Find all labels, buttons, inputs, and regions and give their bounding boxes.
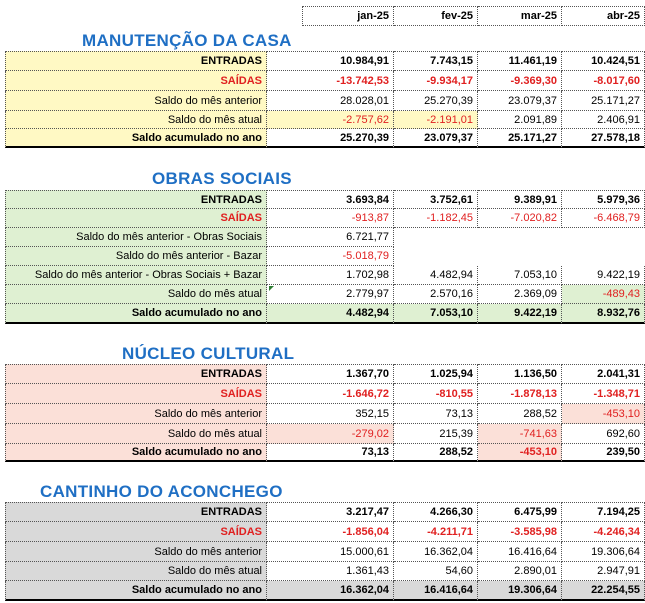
value-cell[interactable]: 3.752,61 (394, 190, 478, 209)
value-cell[interactable]: -810,55 (394, 384, 478, 404)
value-cell[interactable]: 6.721,77 (267, 228, 394, 247)
value-cell[interactable]: 2.041,31 (562, 364, 645, 384)
value-cell[interactable]: 4.482,94 (267, 304, 394, 324)
value-cell[interactable]: 16.416,64 (394, 581, 478, 601)
value-cell[interactable]: 2.369,09 (478, 285, 562, 304)
row-label[interactable]: Saldo do mês anterior (5, 542, 267, 562)
value-cell[interactable]: 4.482,94 (394, 266, 478, 285)
entradas-row (0, 51, 645, 71)
value-cell[interactable]: 1.702,98 (267, 266, 394, 285)
value-cell[interactable]: 4.266,30 (394, 502, 478, 522)
row-label[interactable]: Saldo do mês anterior (5, 91, 267, 111)
value-cell[interactable]: 7.053,10 (394, 304, 478, 324)
saldo-anterior-row (0, 91, 645, 111)
value-cell[interactable]: 25.171,27 (562, 91, 645, 111)
value-cell[interactable]: 27.578,18 (562, 129, 645, 148)
row-label[interactable]: Saldo do mês anterior - Obras Sociais (5, 228, 267, 247)
value-cell[interactable]: -13.742,53 (267, 71, 394, 91)
value-cell[interactable]: 9.422,19 (562, 266, 645, 285)
value-cell[interactable]: 73,13 (394, 404, 478, 424)
value-cell[interactable]: 54,60 (394, 562, 478, 581)
section-title-manutencao: MANUTENÇÃO DA CASA (82, 31, 292, 50)
row-label[interactable]: SAÍDAS (5, 209, 267, 228)
month-header-cell[interactable]: abr-25 (562, 6, 645, 26)
value-cell[interactable]: 7.743,15 (394, 51, 478, 71)
row-label[interactable]: ENTRADAS (5, 364, 267, 384)
entradas-row (0, 364, 645, 384)
value-cell[interactable]: -1.646,72 (267, 384, 394, 404)
value-cell[interactable]: -1.878,13 (478, 384, 562, 404)
row-label[interactable]: Saldo do mês atual (5, 562, 267, 581)
saldo-anterior-row (0, 542, 645, 562)
value-cell[interactable]: 7.053,10 (478, 266, 562, 285)
row-label[interactable]: Saldo acumulado no ano (5, 444, 267, 462)
value-cell[interactable]: 215,39 (394, 424, 478, 444)
value-cell[interactable]: -4.246,34 (562, 522, 645, 542)
value-cell[interactable]: -453,10 (562, 404, 645, 424)
saldo-atual-row (0, 111, 645, 129)
value-cell[interactable]: 73,13 (267, 444, 394, 462)
saidas-row (0, 71, 645, 91)
value-cell[interactable]: 288,52 (394, 444, 478, 462)
value-text: 2.779,97 (346, 288, 389, 300)
saldo-atual-row (0, 285, 645, 304)
value-cell[interactable]: -9.934,17 (394, 71, 478, 91)
value-cell[interactable]: 22.254,55 (562, 581, 645, 601)
value-cell[interactable]: 19.306,64 (478, 581, 562, 601)
row-label[interactable]: Saldo do mês anterior (5, 404, 267, 424)
saidas-row (0, 384, 645, 404)
value-cell[interactable]: 9.389,91 (478, 190, 562, 209)
value-cell[interactable]: -2.757,62 (267, 111, 394, 129)
value-cell[interactable]: -1.348,71 (562, 384, 645, 404)
value-cell[interactable]: 25.171,27 (478, 129, 562, 148)
value-cell[interactable]: -8.017,60 (562, 71, 645, 91)
value-cell[interactable]: 8.932,76 (562, 304, 645, 324)
value-cell[interactable]: 6.475,99 (478, 502, 562, 522)
value-cell[interactable]: 1.361,43 (267, 562, 394, 581)
value-cell[interactable]: 16.362,04 (267, 581, 394, 601)
row-label[interactable]: Saldo do mês atual (5, 111, 267, 129)
value-cell[interactable]: 19.306,64 (562, 542, 645, 562)
row-label[interactable]: Saldo do mês anterior - Bazar (5, 247, 267, 266)
value-cell[interactable]: 288,52 (478, 404, 562, 424)
row-label[interactable]: Saldo acumulado no ano (5, 304, 267, 324)
month-header-cell[interactable]: mar-25 (478, 6, 562, 26)
value-cell[interactable]: 25.270,39 (394, 91, 478, 111)
value-cell[interactable]: 692,60 (562, 424, 645, 444)
value-cell[interactable]: -741,63 (478, 424, 562, 444)
value-cell[interactable]: 23.079,37 (478, 91, 562, 111)
acumulado-row (0, 129, 645, 148)
value-cell[interactable]: 352,15 (267, 404, 394, 424)
row-label[interactable]: Saldo acumulado no ano (5, 129, 267, 148)
value-cell[interactable]: 2.947,91 (562, 562, 645, 581)
row-label[interactable]: Saldo do mês atual (5, 285, 267, 304)
saldo-anterior-bazar-row (0, 247, 645, 266)
value-cell[interactable]: 2.890,01 (478, 562, 562, 581)
value-cell[interactable]: 16.362,04 (394, 542, 478, 562)
value-cell[interactable]: 3.217,47 (267, 502, 394, 522)
value-cell[interactable]: -6.468,79 (562, 209, 645, 228)
row-label[interactable]: Saldo do mês atual (5, 424, 267, 444)
saldo-anterior-row (0, 404, 645, 424)
value-cell[interactable]: -913,87 (267, 209, 394, 228)
entradas-row (0, 502, 645, 522)
row-label[interactable]: ENTRADAS (5, 502, 267, 522)
row-label[interactable]: Saldo acumulado no ano (5, 581, 267, 601)
saidas-row (0, 522, 645, 542)
month-header-cell[interactable]: fev-25 (394, 6, 478, 26)
saldo-anterior-obras-row (0, 228, 645, 247)
value-cell[interactable]: -5.018,79 (267, 247, 394, 266)
section-title-cantinho: CANTINHO DO ACONCHEGO (40, 482, 283, 501)
acumulado-row (0, 304, 645, 324)
month-header-cell[interactable]: jan-25 (302, 6, 394, 26)
month-header-row (0, 6, 645, 26)
value-cell[interactable]: 23.079,37 (394, 129, 478, 148)
row-label[interactable]: ENTRADAS (5, 51, 267, 71)
error-indicator-icon (269, 286, 274, 291)
value-cell[interactable]: 9.422,19 (478, 304, 562, 324)
saldo-atual-row (0, 424, 645, 444)
value-cell[interactable]: 2.091,89 (478, 111, 562, 129)
value-cell[interactable]: 16.416,64 (478, 542, 562, 562)
value-cell[interactable]: -4.211,71 (394, 522, 478, 542)
row-label[interactable]: SAÍDAS (5, 71, 267, 91)
value-cell[interactable]: 7.194,25 (562, 502, 645, 522)
row-label[interactable]: SAÍDAS (5, 522, 267, 542)
saldo-anterior-total-row (0, 266, 645, 285)
value-cell[interactable]: -7.020,82 (478, 209, 562, 228)
value-cell[interactable]: 5.979,36 (562, 190, 645, 209)
value-cell[interactable]: 28.028,01 (267, 91, 394, 111)
value-cell[interactable]: 10.984,91 (267, 51, 394, 71)
value-cell[interactable]: -2.191,01 (394, 111, 478, 129)
section-title-obras: OBRAS SOCIAIS (152, 169, 292, 188)
entradas-row (0, 190, 645, 209)
value-cell[interactable]: -9.369,30 (478, 71, 562, 91)
value-cell[interactable]: -279,02 (267, 424, 394, 444)
value-cell[interactable]: -1.182,45 (394, 209, 478, 228)
value-cell[interactable]: -453,10 (478, 444, 562, 462)
value-cell[interactable]: 1.025,94 (394, 364, 478, 384)
row-label[interactable]: SAÍDAS (5, 384, 267, 404)
row-label[interactable]: ENTRADAS (5, 190, 267, 209)
value-cell[interactable]: 2.406,91 (562, 111, 645, 129)
value-cell[interactable]: 2.570,16 (394, 285, 478, 304)
section-title-nucleo: NÚCLEO CULTURAL (122, 344, 295, 363)
saldo-atual-row (0, 562, 645, 581)
value-cell[interactable]: 25.270,39 (267, 129, 394, 148)
value-cell[interactable]: -3.585,98 (478, 522, 562, 542)
value-cell[interactable]: -1.856,04 (267, 522, 394, 542)
value-cell[interactable]: 1.367,70 (267, 364, 394, 384)
value-cell[interactable]: 11.461,19 (478, 51, 562, 71)
value-cell[interactable]: 1.136,50 (478, 364, 562, 384)
value-cell[interactable]: -489,43 (562, 285, 645, 304)
value-cell[interactable]: 10.424,51 (562, 51, 645, 71)
value-cell[interactable]: 3.693,84 (267, 190, 394, 209)
saidas-row (0, 209, 645, 228)
acumulado-row (0, 581, 645, 601)
row-label[interactable]: Saldo do mês anterior - Obras Sociais + Bazar (5, 266, 267, 285)
acumulado-row (0, 444, 645, 462)
value-cell[interactable]: 15.000,61 (267, 542, 394, 562)
value-cell[interactable]: 239,50 (562, 444, 645, 462)
value-cell[interactable] (267, 285, 394, 304)
